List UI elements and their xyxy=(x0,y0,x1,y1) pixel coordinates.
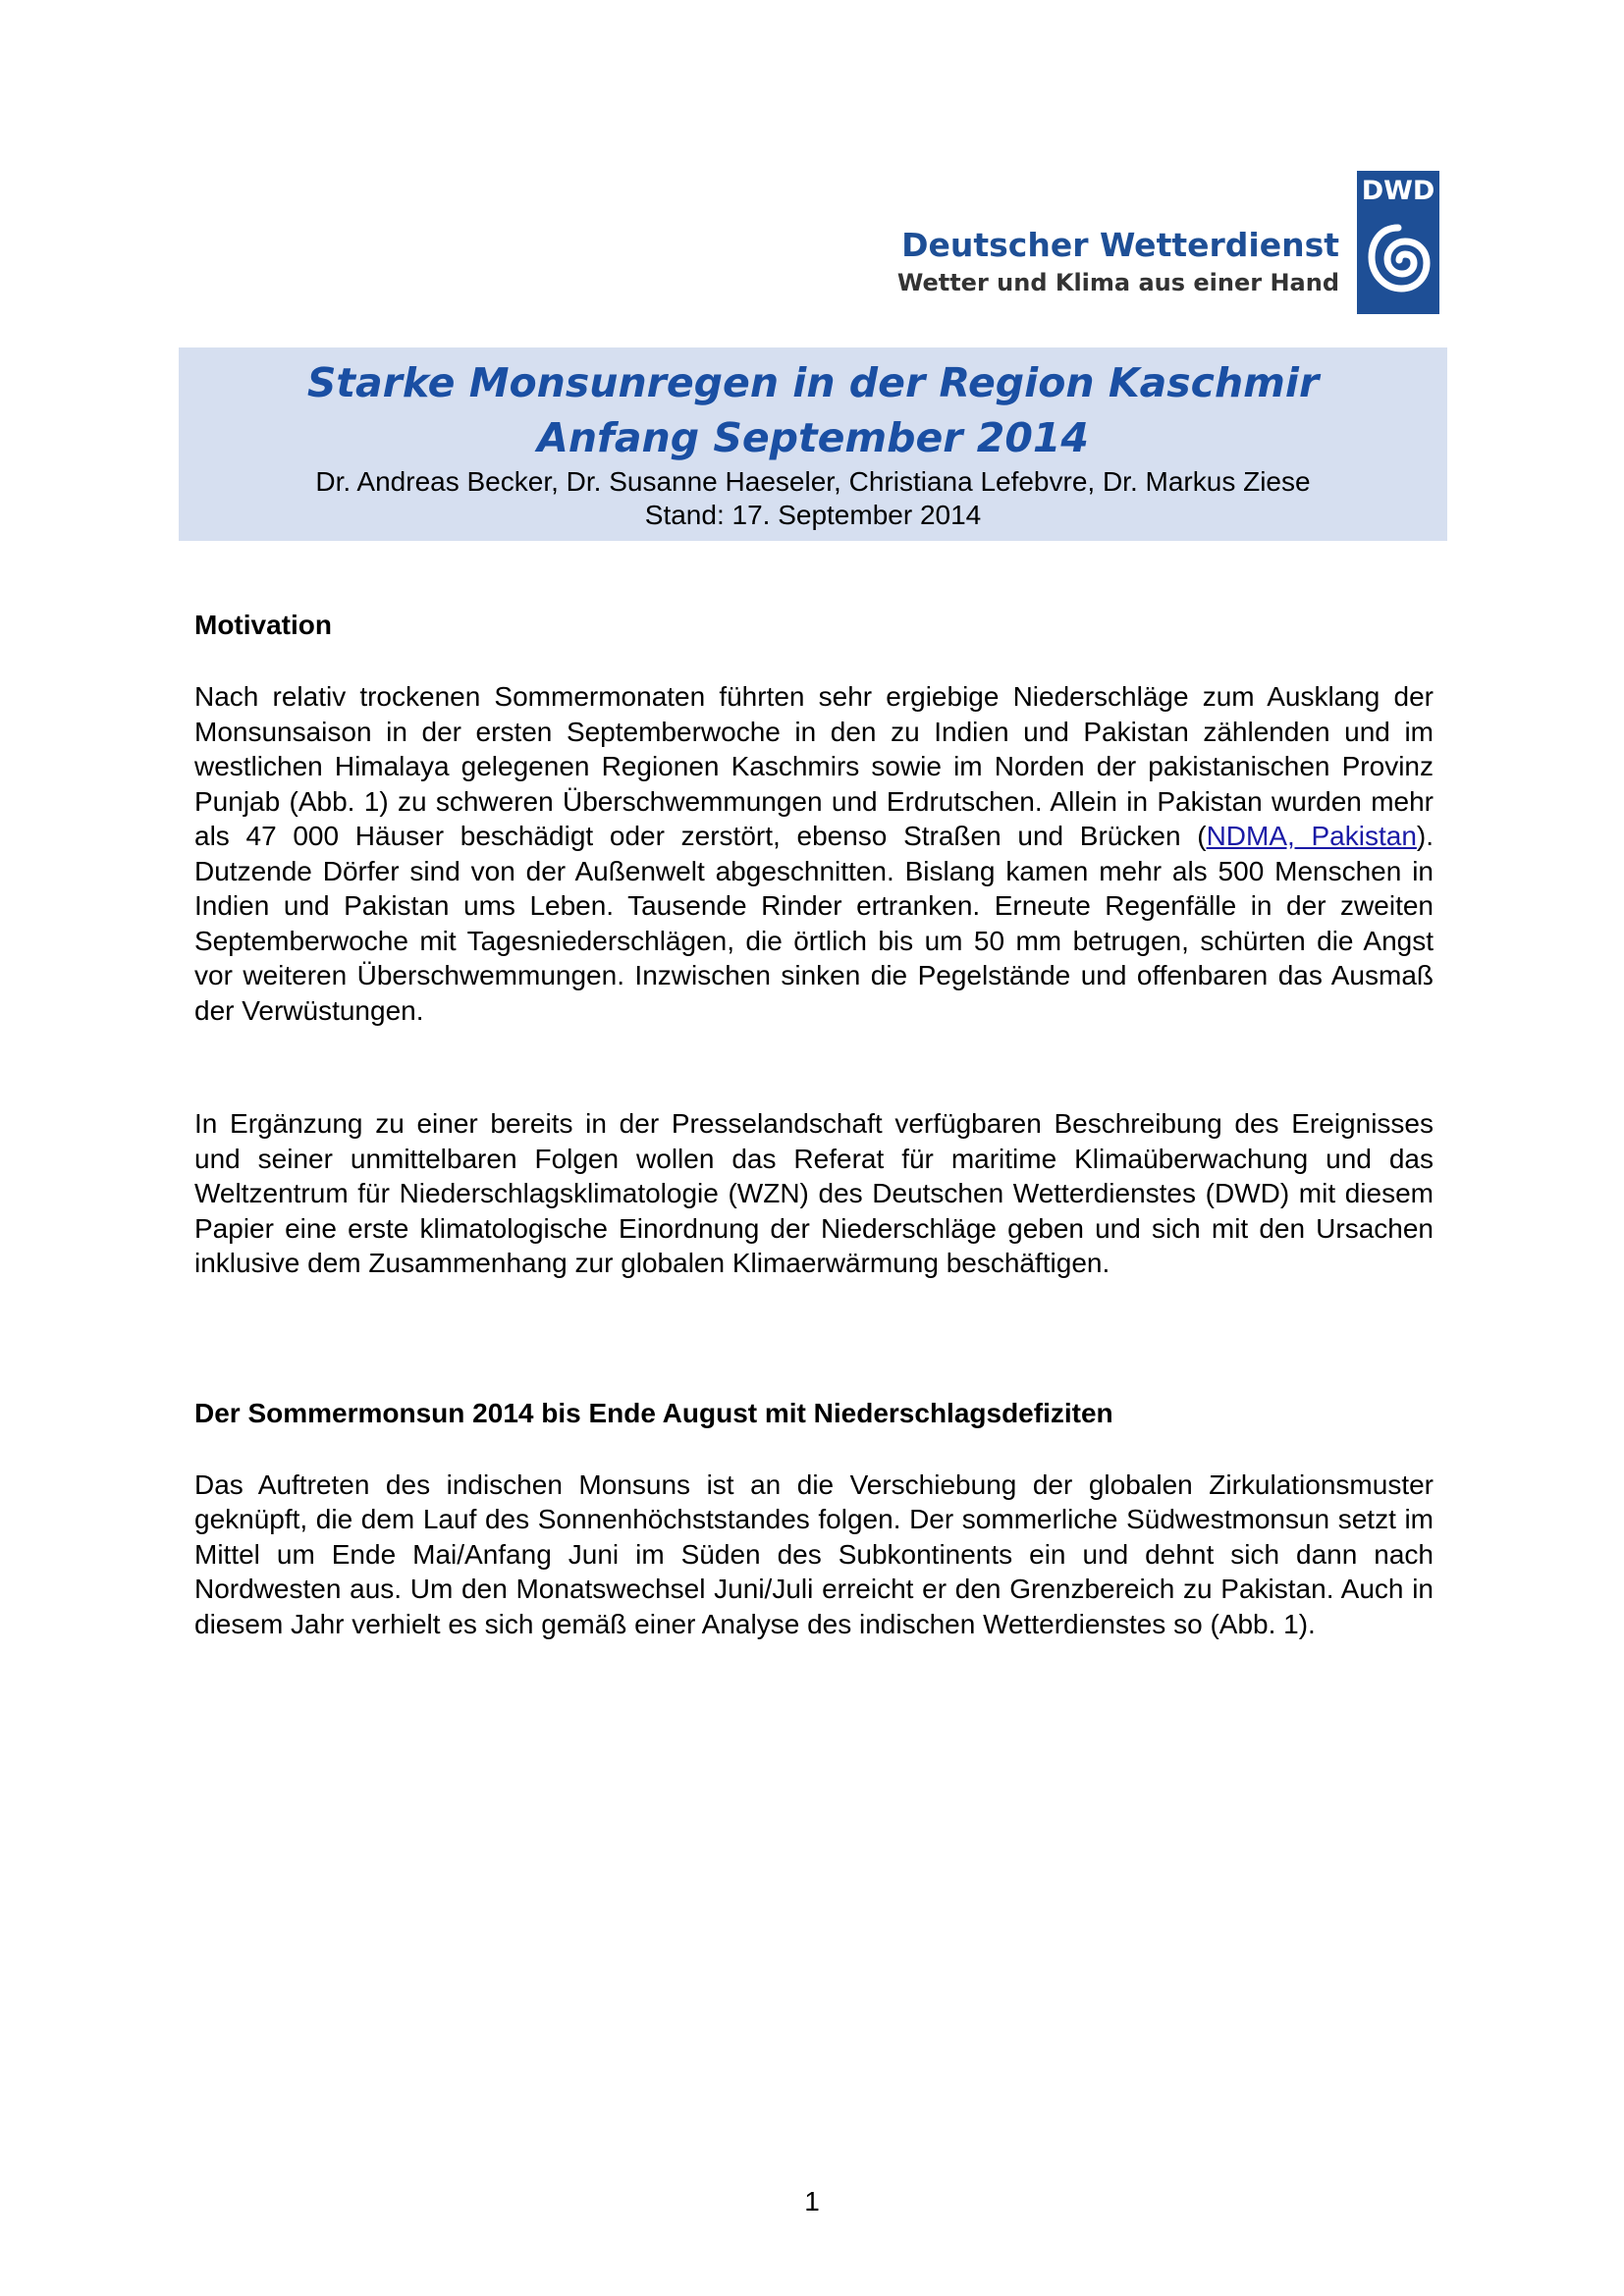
paragraph-motivation-1 xyxy=(194,679,1434,1028)
dwd-logo xyxy=(1357,171,1439,314)
paragraph-text: Nach relativ trockenen Sommermonaten führten sehr ergiebige Niederschläge zum Ausklang der Monsunsaison in der ersten Septemberwoche in den zu Indien und Pakistan zählenden und im westlichen Himalaya gelegenen Regionen Kaschmirs sowie im Norden der pakistanischen Provinz Punjab (Abb. 1) zu schweren Überschwemmungen und Erdrutschen. Allein in Pakistan wurden mehr als 47 000 Häuser beschädigt oder zerstört, ebenso Straßen und Brücken ( xyxy=(194,681,1434,851)
brand-tagline: Wetter und Klima aus einer Hand xyxy=(896,269,1339,296)
document-title-line-1: Starke Monsunregen in der Region Kaschmir xyxy=(306,359,1320,406)
dwd-logo-block xyxy=(897,171,1439,314)
paragraph-motivation-2: In Ergänzung zu einer bereits in der Presselandschaft verfügbaren Beschreibung des Ereignisses und seiner unmittelbaren Folgen wollen das Referat für maritime Klimaüberwachung und das Weltzentrum für Niederschlagsklimatologie (WZN) des Deutschen Wetterdienstes (DWD) mit diesem Papier eine erste klimatologische Einordnung der Niederschläge geben und sich mit den Ursachen inklusive dem Zusammenhang zur globalen Klimaerwärmung beschäftigen. xyxy=(194,1108,1434,1278)
authors: Dr. Andreas Becker, Dr. Susanne Haeseler, Christiana Lefebvre, Dr. Markus Ziese xyxy=(315,466,1311,497)
section-heading-motivation: Motivation xyxy=(194,610,332,640)
page-number: 1 xyxy=(804,2186,820,2216)
paragraph-sommermonsun-1: Das Auftreten des indischen Monsuns ist an die Verschiebung der globalen Zirkulationsmuster geknüpft, die dem Lauf des Sonnenhöchststandes folgen. Der sommerliche Südwestmonsun setzt im Mittel um Ende Mai/Anfang Juni im Süden des Subkontinents ein und dehnt sich dann nach Nordwesten aus. Um den Monatswechsel Juni/Juli erreicht er den Grenzbereich zu Pakistan. Auch in diesem Jahr verhielt es sich gemäß einer Analyse des indischen Wetterdienstes so (Abb. 1). xyxy=(194,1468,1434,1639)
paragraph-text: ). Dutzende Dörfer sind von der Außenwelt abgeschnitten. Bislang kamen mehr als 500 Menschen in Indien und Pakistan ums Leben. Tausende Rinder ertranken. Erneute Regenfälle in der zweiten Septemberwoche mit Tagesniederschlägen, die örtlich bis um 50 mm betrugen, schürten die Angst vor weiteren Überschwemmungen. Inzwischen sinken die Pegelstände und offenbaren das Ausmaß der Verwüstungen. xyxy=(194,821,1434,1026)
swirl-icon xyxy=(1364,214,1433,302)
dwd-logo-abbr: DWD xyxy=(1361,176,1435,206)
title-banner xyxy=(179,347,1447,541)
document-date: Stand: 17. September 2014 xyxy=(644,500,982,530)
document-body xyxy=(194,609,1434,1641)
brand-name: Deutscher Wetterdienst xyxy=(901,226,1339,264)
brand-text xyxy=(897,226,1339,300)
section-heading-sommermonsun: Der Sommermonsun 2014 bis Ende August mit Niederschlagsdefiziten xyxy=(194,1397,1113,1428)
document-title-line-2: Anfang September 2014 xyxy=(537,414,1089,461)
ndma-pakistan-link[interactable]: NDMA, Pakistan xyxy=(1206,821,1417,851)
